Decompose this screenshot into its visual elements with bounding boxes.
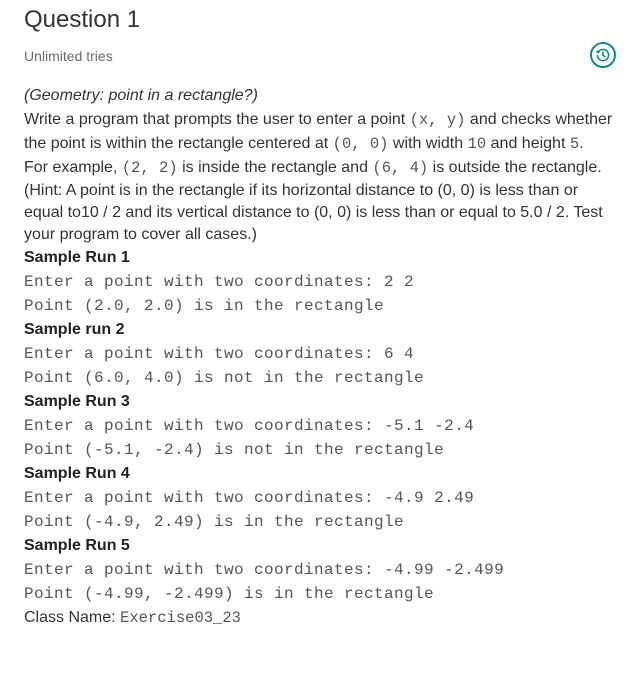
- problem-heading: (Geometry: point in a rectangle?): [24, 87, 258, 104]
- sample-run-input: Enter a point with two coordinates: -5.1 -2.4: [24, 417, 475, 435]
- sample-run-output: Point (6.0, 4.0) is not in the rectangle: [24, 369, 425, 387]
- code-center: (0, 0): [332, 135, 389, 153]
- class-name-value: Exercise03_23: [120, 609, 241, 627]
- question-title: Question 1: [24, 6, 141, 33]
- sample-run-input: Enter a point with two coordinates: -4.9 2.49: [24, 489, 475, 507]
- sample-run-title: Sample Run 1: [24, 249, 130, 266]
- code-example-inside: (2, 2): [121, 159, 178, 177]
- sample-run-5: [24, 534, 616, 606]
- class-name: [24, 606, 616, 630]
- sample-run-output: Point (-4.9, 2.49) is in the rectangle: [24, 513, 405, 531]
- sample-run-input: Enter a point with two coordinates: 2 2: [24, 273, 415, 291]
- question-body: [24, 84, 616, 630]
- sample-run-input: Enter a point with two coordinates: 6 4: [24, 345, 415, 363]
- code-width: 10: [467, 135, 487, 153]
- sample-run-title: Sample Run 3: [24, 393, 130, 410]
- history-icon: [595, 47, 611, 63]
- hint-text: (Hint: A point is in the rectangle if its horizontal distance to (0, 0) is less than or equal to10 / 2 and its vertical distance to (0, 0) is less than or equal to 5.0 / 2. Test your program to cover all cases.): [24, 182, 603, 243]
- sample-run-title: Sample run 2: [24, 321, 125, 338]
- code-height: 5: [569, 135, 580, 153]
- code-point: (x, y): [409, 111, 466, 129]
- class-name-label: Class Name:: [24, 609, 121, 626]
- sample-run-input: Enter a point with two coordinates: -4.99 -2.499: [24, 561, 505, 579]
- sample-run-output: Point (-5.1, -2.4) is not in the rectangle: [24, 441, 445, 459]
- problem-statement: Write a program that prompts the user to enter a point (x, y) and checks whether the point is within the rectangle centered at (0, 0) with width 10 and height 5.: [24, 111, 613, 153]
- sample-run-title: Sample Run 4: [24, 465, 130, 482]
- example-text: For example, (2, 2) is inside the rectangle and (6, 4) is outside the rectangle.: [24, 159, 602, 177]
- sample-run-output: Point (2.0, 2.0) is in the rectangle: [24, 297, 385, 315]
- tries-label: Unlimited tries: [24, 48, 113, 64]
- sample-run-title: Sample Run 5: [24, 537, 130, 554]
- history-button[interactable]: [590, 42, 616, 68]
- sample-run-3: [24, 390, 616, 462]
- sample-run-1: [24, 246, 616, 318]
- sample-run-4: [24, 462, 616, 534]
- code-example-outside: (6, 4): [372, 159, 429, 177]
- sample-run-output: Point (-4.99, -2.499) is in the rectangle: [24, 585, 435, 603]
- sample-run-2: [24, 318, 616, 390]
